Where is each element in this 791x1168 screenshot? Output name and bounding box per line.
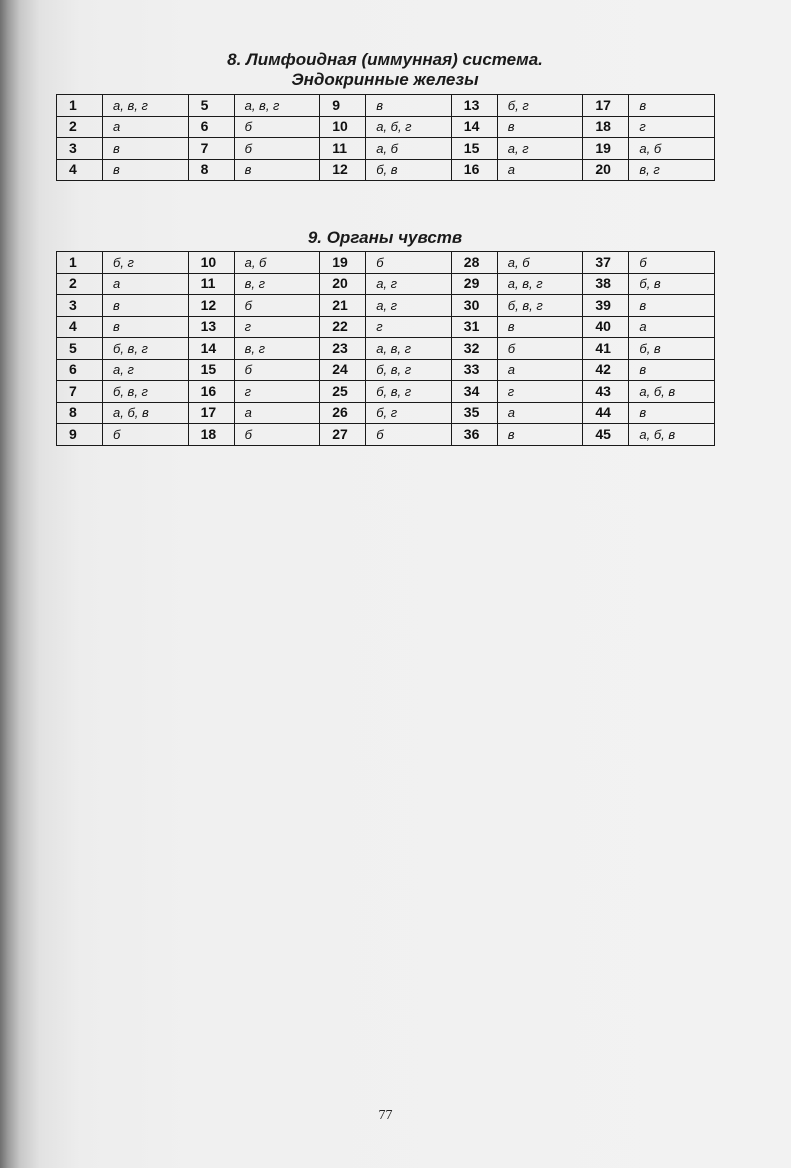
answer-value: а, б xyxy=(629,138,715,160)
answer-value: г xyxy=(629,116,715,138)
table-row xyxy=(57,273,715,295)
answer-value: а, г xyxy=(103,359,189,381)
answer-value: в xyxy=(629,295,715,317)
question-number: 9 xyxy=(320,95,366,117)
question-number: 34 xyxy=(451,381,497,403)
question-number: 31 xyxy=(451,316,497,338)
answer-value: а, б xyxy=(366,138,452,160)
table-row xyxy=(57,424,715,446)
answer-value: в xyxy=(497,116,583,138)
question-number: 2 xyxy=(57,116,103,138)
answer-value: б, в, г xyxy=(103,338,189,360)
question-number: 8 xyxy=(57,402,103,424)
question-number: 21 xyxy=(320,295,366,317)
answer-value: б, в, г xyxy=(366,359,452,381)
question-number: 43 xyxy=(583,381,629,403)
question-number: 1 xyxy=(57,95,103,117)
answer-value: в xyxy=(629,402,715,424)
answer-value: б xyxy=(103,424,189,446)
answer-value: а xyxy=(497,402,583,424)
answer-value: а, б, в xyxy=(629,424,715,446)
answer-value: а, б xyxy=(234,252,320,274)
question-number: 5 xyxy=(57,338,103,360)
question-number: 1 xyxy=(57,252,103,274)
answer-value: б xyxy=(234,359,320,381)
table-row xyxy=(57,338,715,360)
question-number: 41 xyxy=(583,338,629,360)
question-number: 15 xyxy=(451,138,497,160)
question-number: 7 xyxy=(188,138,234,160)
answer-value: в xyxy=(103,159,189,181)
question-number: 25 xyxy=(320,381,366,403)
question-number: 17 xyxy=(583,95,629,117)
table-row xyxy=(57,402,715,424)
answer-value: а xyxy=(103,273,189,295)
answer-value: а, в, г xyxy=(366,338,452,360)
answer-value: б, в xyxy=(629,273,715,295)
answer-value: а xyxy=(497,159,583,181)
question-number: 23 xyxy=(320,338,366,360)
answer-value: в xyxy=(497,424,583,446)
answer-value: г xyxy=(366,316,452,338)
answer-value: б xyxy=(629,252,715,274)
answer-value: а, в, г xyxy=(497,273,583,295)
question-number: 32 xyxy=(451,338,497,360)
question-number: 4 xyxy=(57,159,103,181)
question-number: 5 xyxy=(188,95,234,117)
question-number: 4 xyxy=(57,316,103,338)
question-number: 14 xyxy=(451,116,497,138)
answer-value: в xyxy=(234,159,320,181)
answer-table-section-8 xyxy=(56,94,715,181)
question-number: 17 xyxy=(188,402,234,424)
question-number: 27 xyxy=(320,424,366,446)
question-number: 16 xyxy=(451,159,497,181)
answer-value: б, в xyxy=(629,338,715,360)
question-number: 44 xyxy=(583,402,629,424)
answer-value: а, г xyxy=(497,138,583,160)
answer-value: б, г xyxy=(366,402,452,424)
answer-value: б, в, г xyxy=(497,295,583,317)
answer-value: в xyxy=(103,316,189,338)
question-number: 37 xyxy=(583,252,629,274)
answer-value: а xyxy=(497,359,583,381)
question-number: 2 xyxy=(57,273,103,295)
question-number: 42 xyxy=(583,359,629,381)
question-number: 40 xyxy=(583,316,629,338)
section-9-title: 9. Органы чувств xyxy=(307,228,463,247)
question-number: 7 xyxy=(57,381,103,403)
question-number: 24 xyxy=(320,359,366,381)
question-number: 20 xyxy=(583,159,629,181)
question-number: 11 xyxy=(320,138,366,160)
question-number: 12 xyxy=(320,159,366,181)
answer-value: а xyxy=(234,402,320,424)
answer-value: б xyxy=(366,252,452,274)
answer-value: б, г xyxy=(497,95,583,117)
question-number: 18 xyxy=(583,116,629,138)
answer-value: г xyxy=(234,316,320,338)
table-row xyxy=(57,359,715,381)
answer-value: а xyxy=(103,116,189,138)
answer-value: б, в xyxy=(366,159,452,181)
question-number: 36 xyxy=(451,424,497,446)
answer-value: а, г xyxy=(366,295,452,317)
answer-value: б, в, г xyxy=(366,381,452,403)
answer-value: в xyxy=(629,359,715,381)
question-number: 38 xyxy=(583,273,629,295)
question-number: 14 xyxy=(188,338,234,360)
table-row xyxy=(57,159,715,181)
answer-value: б, г xyxy=(103,252,189,274)
question-number: 29 xyxy=(451,273,497,295)
answer-value: в, г xyxy=(629,159,715,181)
answer-value: а xyxy=(629,316,715,338)
question-number: 11 xyxy=(188,273,234,295)
answer-value: а, б xyxy=(497,252,583,274)
question-number: 13 xyxy=(451,95,497,117)
answer-value: в xyxy=(103,138,189,160)
question-number: 10 xyxy=(320,116,366,138)
question-number: 3 xyxy=(57,138,103,160)
question-number: 12 xyxy=(188,295,234,317)
question-number: 19 xyxy=(320,252,366,274)
question-number: 39 xyxy=(583,295,629,317)
question-number: 28 xyxy=(451,252,497,274)
question-number: 10 xyxy=(188,252,234,274)
question-number: 9 xyxy=(57,424,103,446)
answer-value: а, в, г xyxy=(103,95,189,117)
answer-value: а, б, в xyxy=(629,381,715,403)
table-row xyxy=(57,116,715,138)
table-row xyxy=(57,252,715,274)
question-number: 45 xyxy=(583,424,629,446)
question-number: 20 xyxy=(320,273,366,295)
answer-value: в xyxy=(366,95,452,117)
answer-value: б xyxy=(234,424,320,446)
answer-value: а, б, г xyxy=(366,116,452,138)
answer-value: б xyxy=(497,338,583,360)
question-number: 33 xyxy=(451,359,497,381)
answer-value: а, в, г xyxy=(234,95,320,117)
answer-value: а, г xyxy=(366,273,452,295)
answer-value: в xyxy=(103,295,189,317)
table-row xyxy=(57,138,715,160)
answer-value: б, в, г xyxy=(103,381,189,403)
section-8-title: 8. Лимфоидная (иммунная) система. xyxy=(227,50,543,69)
table-row xyxy=(57,316,715,338)
answer-value: б xyxy=(234,295,320,317)
answer-value: г xyxy=(234,381,320,403)
question-number: 35 xyxy=(451,402,497,424)
page-number: 77 xyxy=(378,1108,393,1123)
table-row xyxy=(57,295,715,317)
question-number: 22 xyxy=(320,316,366,338)
question-number: 8 xyxy=(188,159,234,181)
question-number: 6 xyxy=(188,116,234,138)
answer-value: б xyxy=(366,424,452,446)
question-number: 3 xyxy=(57,295,103,317)
answer-value: в, г xyxy=(234,273,320,295)
answer-value: в xyxy=(629,95,715,117)
table-row xyxy=(57,95,715,117)
question-number: 26 xyxy=(320,402,366,424)
question-number: 15 xyxy=(188,359,234,381)
answer-value: г xyxy=(497,381,583,403)
question-number: 30 xyxy=(451,295,497,317)
question-number: 13 xyxy=(188,316,234,338)
answer-value: б xyxy=(234,138,320,160)
answer-value: в, г xyxy=(234,338,320,360)
answer-value: в xyxy=(497,316,583,338)
answer-table-section-9 xyxy=(56,251,715,446)
question-number: 18 xyxy=(188,424,234,446)
answer-value: б xyxy=(234,116,320,138)
question-number: 19 xyxy=(583,138,629,160)
answer-value: а, б, в xyxy=(103,402,189,424)
table-row xyxy=(57,381,715,403)
question-number: 6 xyxy=(57,359,103,381)
section-8-subtitle: Эндокринные железы xyxy=(291,70,479,89)
question-number: 16 xyxy=(188,381,234,403)
